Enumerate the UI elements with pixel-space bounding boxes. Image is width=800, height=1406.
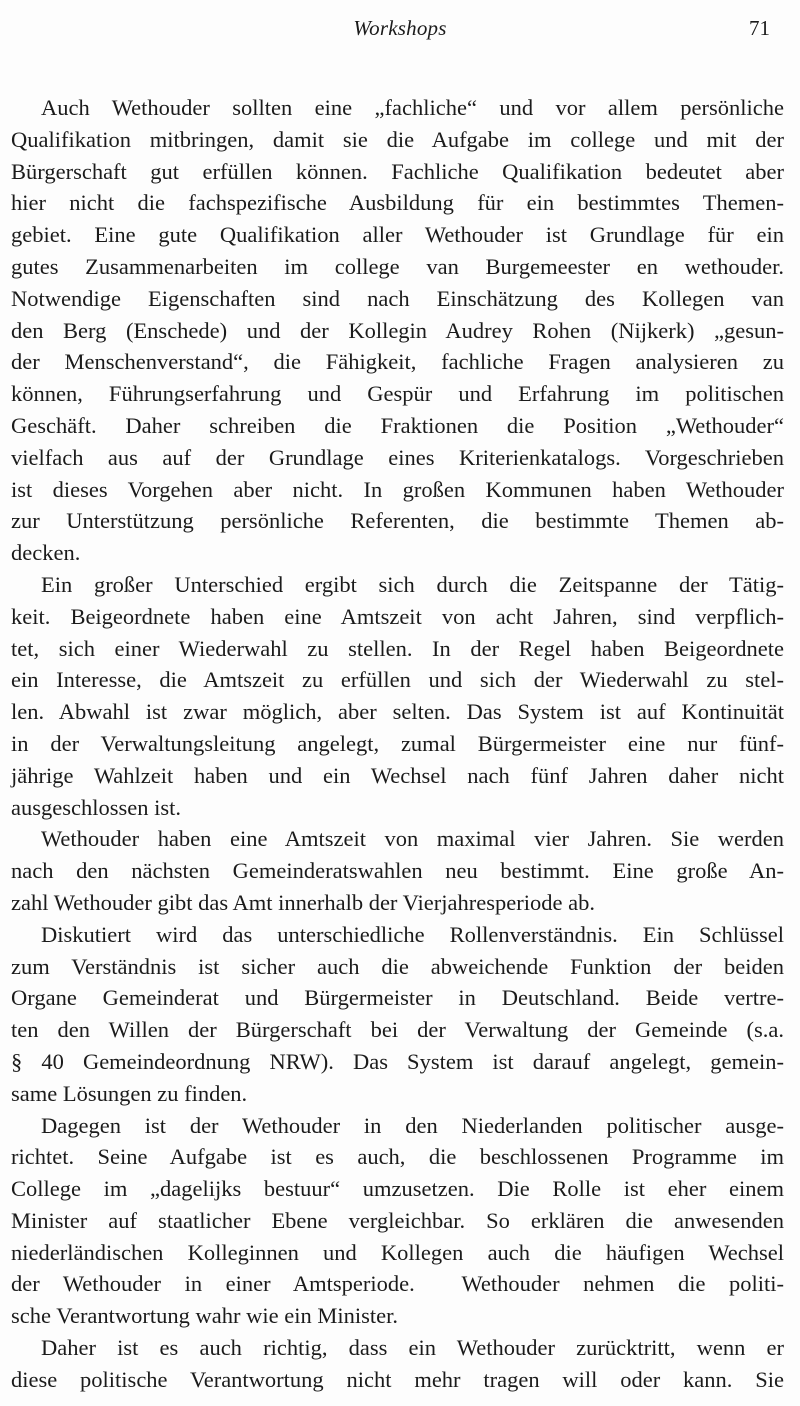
text-line: decken. [11, 540, 81, 566]
text-line: Diskutiert wird das unterschiedliche Rollenverständnis. Ein Schlüssel [41, 921, 784, 947]
text-line: können, Führungserfahrung und Gespür und Erfahrung im politischen [11, 381, 784, 407]
text-line: gutes Zusammenarbeiten im college van Burgemeester en wethouder. [11, 253, 784, 279]
page-header [0, 13, 800, 43]
text-line: Wethouder haben eine Amtszeit von maximal vier Jahren. Sie werden [41, 826, 784, 852]
text-line: Minister auf staatlicher Ebene vergleichbar. So erklären die anwesenden [11, 1207, 784, 1233]
page-number: 71 [749, 16, 770, 40]
paragraph [11, 569, 784, 823]
running-title: Workshops [353, 16, 447, 40]
text-line: len. Abwahl ist zwar möglich, aber selten. Das System ist auf Kontinuität [11, 699, 784, 725]
text-line: ein Interesse, die Amtszeit zu erfüllen und sich der Wiederwahl zu stel- [11, 667, 784, 693]
text-line: zum Verständnis ist sicher auch die abweichende Funktion der beiden [11, 953, 784, 979]
text-line: vielfach aus auf der Grundlage eines Kriterienkatalogs. Vorgeschrieben [11, 444, 784, 470]
text-line: Qualifikation mitbringen, damit sie die Aufgabe im college und mit der [11, 126, 784, 152]
paragraph [11, 823, 784, 918]
text-line: College im „dagelijks bestuur“ umzusetzen. Die Rolle ist eher einem [11, 1176, 784, 1202]
text-line: der Wethouder in einer Amtsperiode. Wethouder nehmen die politi- [11, 1271, 784, 1297]
text-line: tet, sich einer Wiederwahl zu stellen. In der Regel haben Beigeordnete [11, 635, 784, 661]
body-text [11, 92, 784, 1396]
text-line: jährige Wahlzeit haben und ein Wechsel nach fünf Jahren daher nicht [11, 762, 784, 788]
text-line: der Menschenverstand“, die Fähigkeit, fachliche Fragen analysieren zu [11, 349, 784, 375]
text-line: diese politische Verantwortung nicht mehr tragen will oder kann. Sie [11, 1366, 784, 1392]
text-line: ausgeschlossen ist. [11, 794, 181, 820]
text-line: same Lösungen zu finden. [11, 1080, 248, 1106]
text-line: hier nicht die fachspezifische Ausbildung für ein bestimmtes Themen- [11, 190, 784, 216]
text-line: Auch Wethouder sollten eine „fachliche“ und vor allem persönliche [41, 95, 784, 120]
paragraph [11, 1332, 784, 1396]
text-line: keit. Beigeordnete haben eine Amtszeit von acht Jahren, sind verpflich- [11, 603, 784, 629]
text-line: Notwendige Eigenschaften sind nach Einschätzung des Kollegen van [11, 285, 784, 311]
text-line: Bürgerschaft gut erfüllen können. Fachliche Qualifikation bedeutet aber [11, 158, 784, 184]
text-line: richtet. Seine Aufgabe ist es auch, die beschlossenen Programme im [11, 1144, 784, 1170]
paragraph [11, 92, 784, 569]
text-line: gebiet. Eine gute Qualifikation aller Wethouder ist Grundlage für ein [11, 222, 784, 248]
text-line: ist dieses Vorgehen aber nicht. In großen Kommunen haben Wethouder [11, 476, 784, 502]
text-line: Geschäft. Daher schreiben die Fraktionen die Position „Wethouder“ [11, 412, 784, 438]
text-line: Organe Gemeinderat und Bürgermeister in Deutschland. Beide vertre- [11, 985, 784, 1011]
text-line: sche Verantwortung wahr wie ein Minister. [11, 1303, 398, 1329]
text-line: nach den nächsten Gemeinderatswahlen neu bestimmt. Eine große An- [11, 858, 784, 884]
paragraph [11, 919, 784, 1110]
text-line: § 40 Gemeindeordnung NRW). Das System ist darauf angelegt, gemein- [11, 1048, 784, 1074]
text-line: den Berg (Enschede) und der Kollegin Audrey Rohen (Nijkerk) „gesun- [11, 317, 784, 343]
text-line: zahl Wethouder gibt das Amt innerhalb der Vierjahresperiode ab. [11, 889, 595, 915]
text-line: ten den Willen der Bürgerschaft bei der Verwaltung der Gemeinde (s.a. [11, 1017, 784, 1043]
text-line: Daher ist es auch richtig, dass ein Wethouder zurücktritt, wenn er [41, 1335, 784, 1361]
text-line: Dagegen ist der Wethouder in den Niederlanden politischer ausge- [41, 1112, 784, 1138]
text-line: Ein großer Unterschied ergibt sich durch die Zeitspanne der Tätig- [41, 571, 784, 597]
text-line: zur Unterstützung persönliche Referenten, die bestimmte Themen ab- [11, 508, 784, 534]
text-line: niederländischen Kolleginnen und Kollegen auch die häufigen Wechsel [11, 1239, 784, 1265]
text-line: in der Verwaltungsleitung angelegt, zumal Bürgermeister eine nur fünf- [11, 730, 784, 756]
paragraph [11, 1110, 784, 1333]
